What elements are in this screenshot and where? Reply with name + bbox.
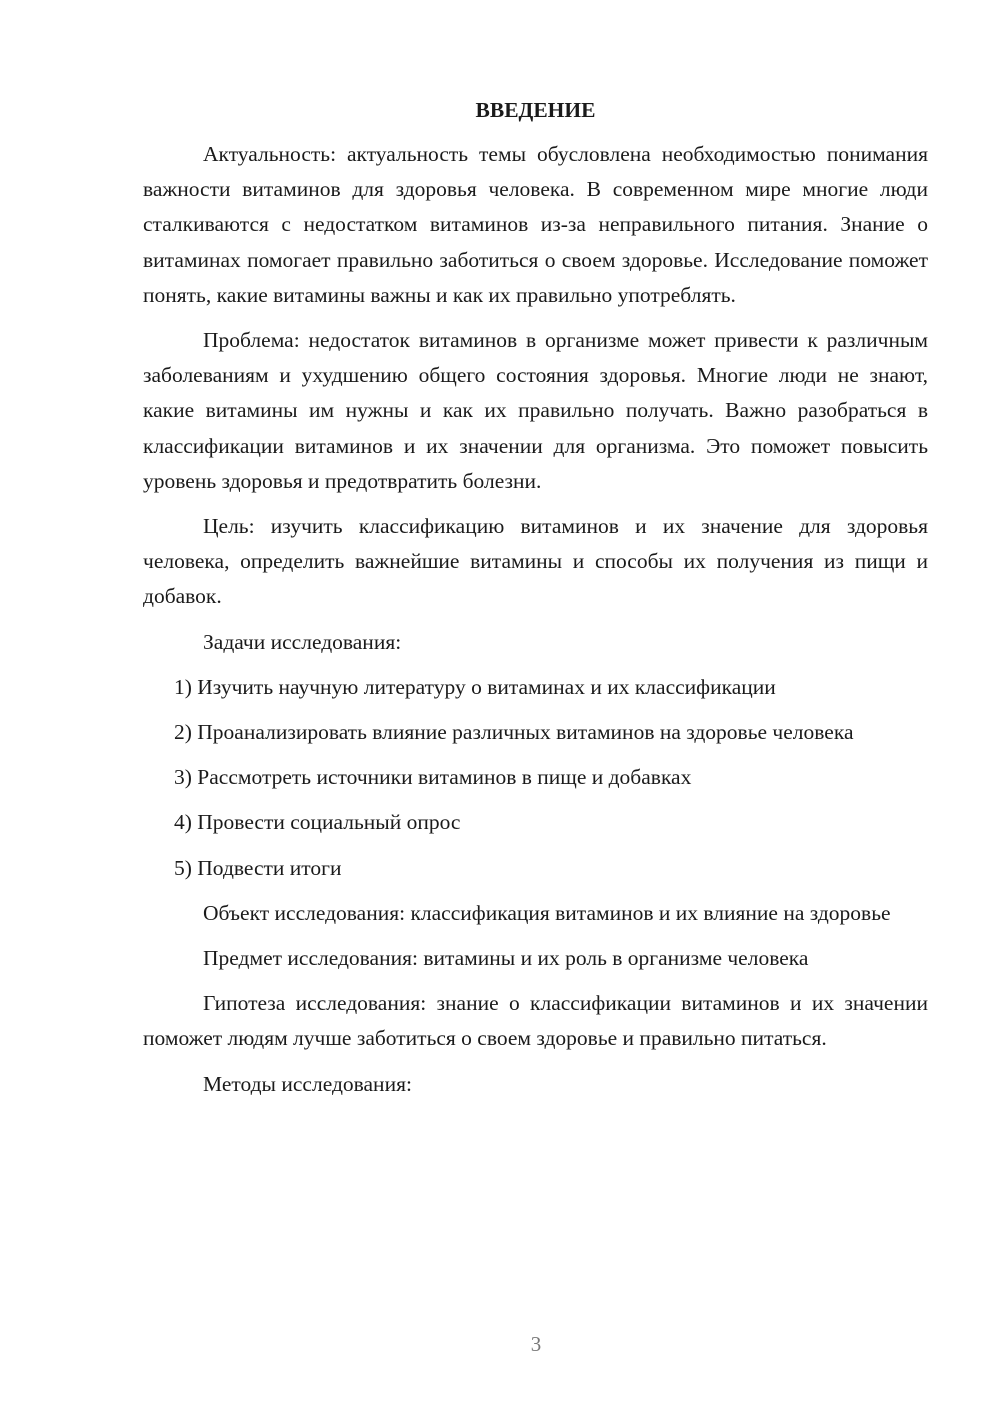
page-number: 3	[530, 1332, 542, 1356]
page-title: ВВЕДЕНИЕ	[475, 98, 596, 122]
list-item: 4) Провести социальный опрос	[174, 810, 461, 835]
list-item: 3) Рассмотреть источники витаминов в пище и добавках	[174, 765, 692, 790]
document-page	[143, 92, 928, 1112]
methods-heading: Методы исследования:	[203, 1071, 412, 1096]
tasks-heading: Задачи исследования:	[203, 629, 402, 654]
list-item: 5) Подвести итоги	[174, 855, 342, 880]
list-item: 1) Изучить научную литературу о витаминах и их классификации	[174, 674, 776, 699]
goal-paragraph: Цель: изучить классификацию витаминов и их значение для здоровья человека, определить важнейшие витамины и способы их получения из пищи и добавок.	[143, 514, 928, 609]
list-item: 2) Проанализировать влияние различных витаминов на здоровье человека	[174, 720, 854, 745]
problem-paragraph: Проблема: недостаток витаминов в организме может привести к различным заболеваниям и ухудшению общего состояния здоровья. Многие люди не знают, какие витамины им нужны и как их правильно получать. Важно разобраться в классификации витаминов и их значении для организма. Это поможет повысить уровень здоровья и предотвратить болезни.	[143, 328, 928, 493]
object-paragraph: Объект исследования: классификация витаминов и их влияние на здоровье	[203, 900, 891, 925]
hypothesis-paragraph: Гипотеза исследования: знание о классификации витаминов и их значении поможет людям лучше заботиться о своем здоровье и правильно питаться.	[143, 991, 928, 1051]
subject-paragraph: Предмет исследования: витамины и их роль в организме человека	[203, 946, 809, 971]
relevance-paragraph: Актуальность: актуальность темы обусловлена необходимостью понимания важности витаминов для здоровья человека. В современном мире многие люди сталкиваются с недостатком витаминов из-за неправильного питания. Знание о витаминах помогает правильно заботиться о своем здоровье. Исследование поможет понять, какие витамины важны и как их правильно употреблять.	[143, 142, 928, 307]
tasks-list	[143, 670, 928, 886]
